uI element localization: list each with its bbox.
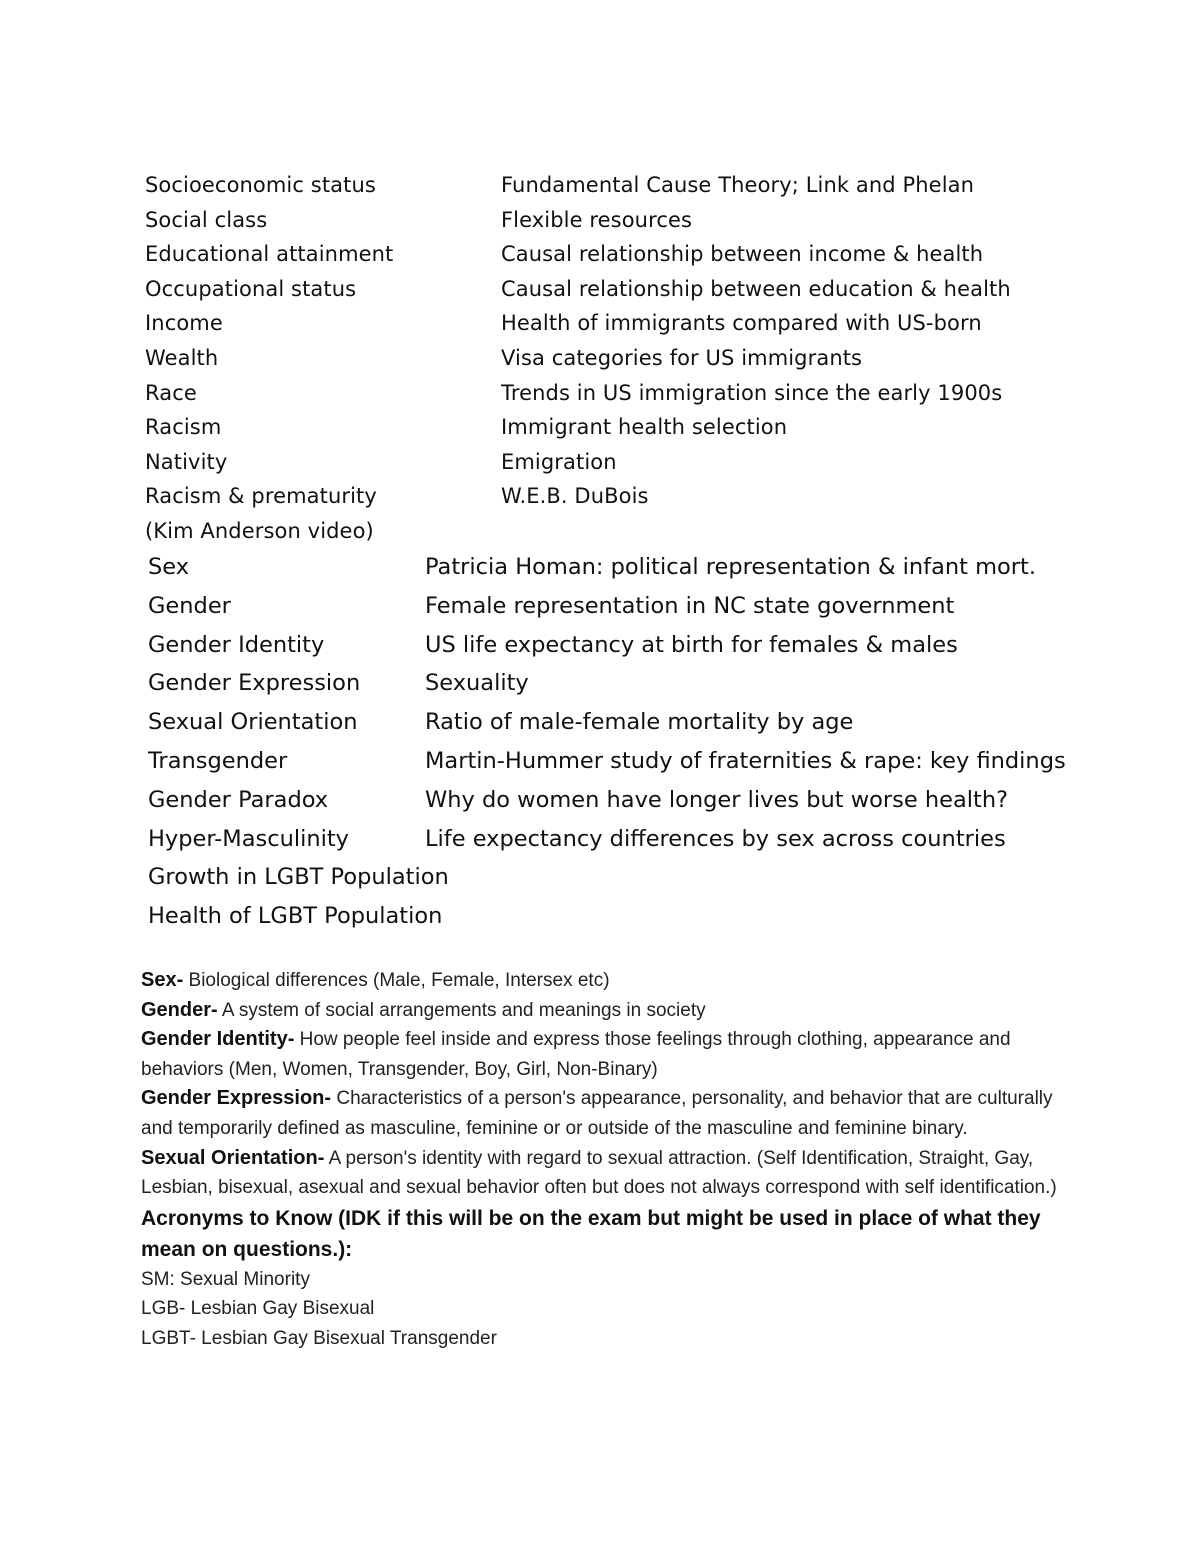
term-row (148, 860, 1148, 899)
term-row (145, 205, 1145, 240)
term-row (145, 412, 1145, 447)
term-left: Socioeconomic status (145, 173, 376, 197)
term-left: Sexual Orientation (148, 709, 358, 736)
term-row (148, 783, 1148, 822)
definition-item (141, 1084, 1071, 1143)
term-row (148, 822, 1148, 861)
term-right: Immigrant health selection (501, 415, 788, 440)
term-right: Health of immigrants compared with US-born (501, 311, 982, 336)
terms-list-group-2 (148, 550, 1148, 938)
term-left: (Kim Anderson video) (145, 518, 374, 543)
definition-term: Gender Expression- (141, 1087, 332, 1110)
acronyms-list (141, 1265, 1071, 1354)
term-right: Emigration (501, 449, 617, 474)
term-right: US life expectancy at birth for females & males (425, 631, 958, 658)
term-left: Gender Identity (148, 631, 325, 658)
definition-text: Characteristics of a person's appearance, personality, and behavior that are culturally and temporarily defined as masculine, feminine or or outside of the masculine and feminine binary. (141, 1088, 1053, 1139)
definition-item (141, 1144, 1071, 1203)
definition-text: Biological differences (Male, Female, Intersex etc) (183, 970, 610, 991)
term-left: Income (145, 311, 223, 336)
acronym-item: SM: Sexual Minority (141, 1268, 310, 1290)
term-left: Growth in LGBT Population (148, 864, 449, 891)
term-left: Educational attainment (145, 242, 394, 267)
term-right: Patricia Homan: political representation & infant mort. (425, 554, 1037, 580)
term-row (145, 343, 1145, 378)
acronym-item: LGBT- Lesbian Gay Bisexual Transgender (141, 1327, 497, 1349)
term-row (145, 274, 1145, 309)
term-row (145, 378, 1145, 413)
definition-item (141, 966, 1071, 996)
term-left: Nativity (145, 449, 228, 474)
term-row (148, 550, 1148, 589)
definition-term: Sexual Orientation- (141, 1146, 325, 1169)
term-right: Sexuality (425, 670, 529, 697)
term-left: Health of LGBT Population (148, 903, 443, 930)
term-left: Transgender (148, 747, 288, 774)
term-row (148, 899, 1148, 938)
term-row (148, 628, 1148, 667)
term-row (148, 589, 1148, 628)
definition-text: A system of social arrangements and meanings in society (217, 999, 706, 1021)
definition-term: Gender- (141, 998, 218, 1021)
term-left: Hyper-Masculinity (148, 825, 349, 852)
term-row (145, 239, 1145, 274)
term-row (145, 308, 1145, 343)
term-right: Flexible resources (501, 207, 693, 232)
term-right: Visa categories for US immigrants (501, 345, 863, 370)
definition-item (141, 1025, 1071, 1084)
term-left: Social class (145, 207, 268, 232)
definition-term: Sex- (141, 969, 184, 991)
term-left: Gender Expression (148, 670, 361, 697)
term-row (148, 705, 1148, 744)
term-left: Gender Paradox (148, 786, 329, 813)
definition-term: Gender Identity- (141, 1028, 295, 1051)
acronyms-heading: Acronyms to Know (IDK if this will be on the exam but might be used in place of what they mean on questions.): (141, 1206, 1041, 1261)
term-right: Ratio of male-female mortality by age (425, 709, 854, 736)
term-left: Racism & prematurity (145, 484, 377, 509)
definition-text: A person's identity with regard to sexual attraction. (Self Identification, Straight, Gay, Lesbian, bisexual, asexual and sexual behavior often but does not always correspond with self identification.) (141, 1147, 1057, 1199)
term-row (145, 481, 1145, 516)
term-right: Trends in US immigration since the early 1900s (501, 380, 1003, 405)
term-left: Wealth (145, 345, 219, 370)
term-left: Racism (145, 415, 222, 440)
term-row (145, 447, 1145, 482)
term-right: W.E.B. DuBois (501, 484, 649, 509)
term-right: Causal relationship between education & health (501, 276, 1011, 301)
term-row (148, 666, 1148, 705)
term-right: Fundamental Cause Theory; Link and Phelan (501, 173, 975, 197)
definition-item (141, 996, 1071, 1026)
term-left: Occupational status (145, 276, 357, 301)
term-left: Gender (148, 592, 231, 619)
term-right: Martin-Hummer study of fraternities & rape: key findings (425, 747, 1066, 774)
definitions-list (141, 966, 1071, 1203)
term-right: Female representation in NC state government (425, 592, 955, 619)
terms-list-group-1 (145, 170, 1145, 551)
term-left: Race (145, 380, 197, 405)
term-right: Causal relationship between income & health (501, 242, 984, 267)
definitions-section (141, 966, 1071, 1354)
term-left: Sex (148, 554, 190, 580)
acronym-item: LGB- Lesbian Gay Bisexual (141, 1298, 375, 1320)
term-row (145, 516, 1145, 551)
term-right: Why do women have longer lives but worse health? (425, 786, 1009, 813)
term-row (148, 744, 1148, 783)
definition-text: How people feel inside and express those feelings through clothing, appearance and behaviors (Men, Women, Transgender, Boy, Girl, Non-Binary) (141, 1029, 1011, 1080)
term-row (145, 170, 1145, 205)
term-right: Life expectancy differences by sex across countries (425, 825, 1006, 852)
